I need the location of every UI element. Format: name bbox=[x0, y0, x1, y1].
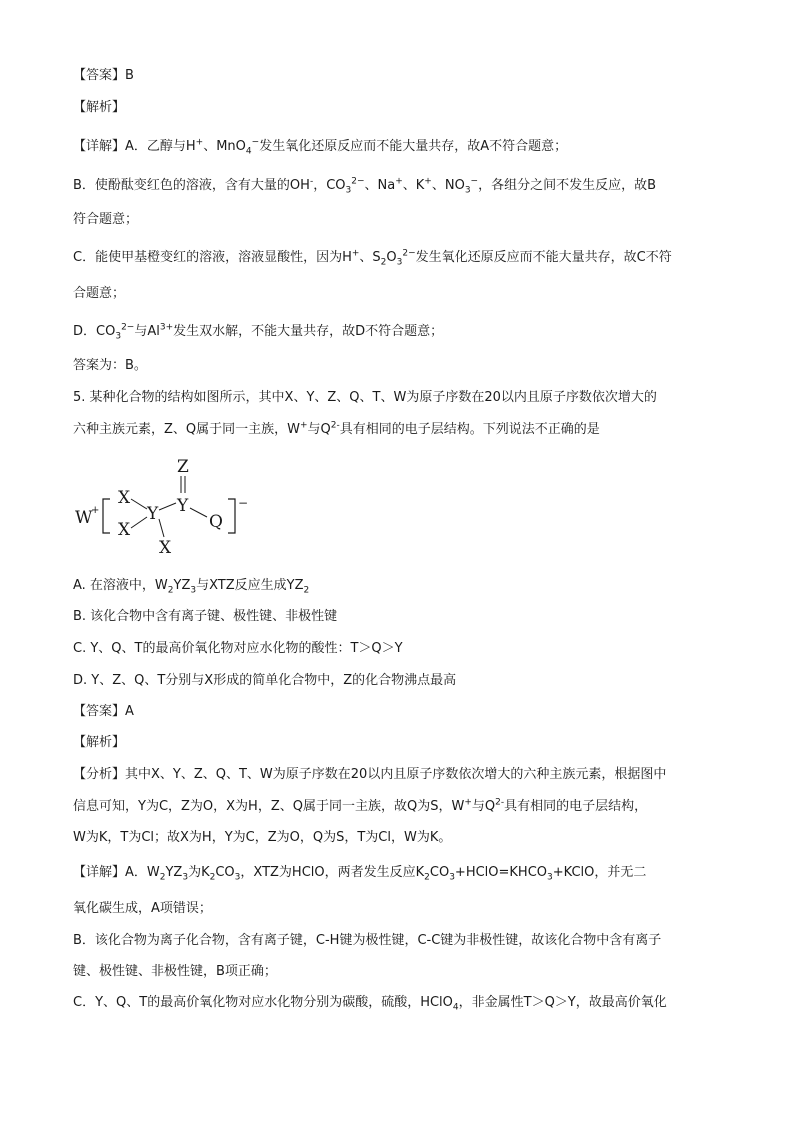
q4-detail-c-cont bbox=[73, 284, 125, 304]
text: 为K bbox=[188, 865, 210, 880]
text: 具有相同的电子层结构， bbox=[504, 799, 648, 814]
text: 与Q bbox=[307, 422, 331, 437]
q5-answer-line bbox=[73, 702, 134, 722]
text: C. Y、Q、T的最高价氧化物对应水化物的酸性：T＞Q＞Y bbox=[73, 641, 403, 656]
text: 【详解】A．乙醇与H bbox=[73, 139, 196, 154]
atom-x-top: X bbox=[118, 488, 131, 508]
bond-x-y bbox=[131, 517, 147, 528]
sup: + bbox=[395, 176, 403, 187]
sup: − bbox=[251, 137, 260, 148]
text: 六种主族元素，Z、Q属于同一主族，W bbox=[73, 422, 300, 437]
q5-analysis-line1 bbox=[73, 765, 666, 785]
sub: 4 bbox=[452, 1002, 459, 1013]
q5-stem-line2 bbox=[73, 420, 600, 440]
sub: 4 bbox=[245, 146, 252, 157]
text: A. 在溶液中，W bbox=[73, 578, 168, 593]
sup: + bbox=[424, 176, 432, 187]
text: 5. 某种化合物的结构如图所示，其中X、Y、Z、Q、T、W为原子序数在20以内且原子序数依次增大的 bbox=[73, 390, 657, 405]
sub: 2 bbox=[159, 872, 166, 883]
q4-answer-line bbox=[73, 66, 134, 86]
bond-x-y bbox=[131, 499, 147, 509]
text: 【分析】其中X、Y、Z、Q、T、W为原子序数在20以内且原子序数依次增大的六种主族元素，根据图中 bbox=[73, 767, 667, 782]
sup: + bbox=[351, 248, 360, 259]
sub: 2 bbox=[303, 585, 310, 596]
text: 发生氧化还原反应而不能大量共存，故C不符 bbox=[415, 250, 672, 265]
sup: − bbox=[470, 176, 479, 187]
atom-q: Q bbox=[209, 512, 223, 532]
q4-detail-c bbox=[73, 248, 672, 268]
text: C．能使甲基橙变红的溶液，溶液显酸性，因为H bbox=[73, 250, 352, 265]
text: 与Q bbox=[471, 799, 496, 814]
sub: 2 bbox=[167, 585, 174, 596]
q5-detail-c bbox=[73, 993, 667, 1013]
text: B. 该化合物中含有离子键、极性键、非极性键 bbox=[73, 609, 338, 624]
text: 发生双水解，不能大量共存，故D不符合题意； bbox=[173, 324, 444, 339]
bond-y-y bbox=[159, 503, 176, 510]
q4-detail-d bbox=[73, 322, 443, 342]
right-bracket bbox=[228, 499, 235, 533]
q5-option-a bbox=[73, 576, 309, 596]
left-bracket bbox=[103, 499, 110, 533]
text: +KClO，并无二 bbox=[552, 865, 647, 880]
sup: 2− bbox=[351, 176, 365, 187]
text: 合题意； bbox=[73, 286, 126, 301]
q4-analysis-heading bbox=[73, 98, 125, 118]
sub: 3 bbox=[345, 185, 352, 196]
sup: - bbox=[309, 176, 314, 187]
q4-detail-b-cont bbox=[73, 210, 138, 230]
sub: 3 bbox=[464, 185, 471, 196]
text: 、Na bbox=[364, 178, 396, 193]
answer-text: 【答案】B bbox=[73, 68, 134, 83]
text: CO bbox=[215, 865, 235, 880]
sub: 2 bbox=[424, 872, 430, 883]
anion-charge: − bbox=[238, 496, 249, 510]
q5-option-b bbox=[73, 607, 337, 627]
sup: 3+ bbox=[159, 322, 174, 333]
q5-analysis-line2 bbox=[73, 797, 647, 817]
sub: 3 bbox=[396, 257, 403, 268]
text: O bbox=[386, 250, 397, 265]
sup: 2- bbox=[330, 420, 340, 431]
sub: 3 bbox=[547, 872, 553, 883]
text: 【详解】A．W bbox=[73, 865, 160, 880]
atom-y-right: Y bbox=[177, 496, 189, 516]
text: ，XTZ为HClO，两者发生反应K bbox=[240, 865, 425, 880]
sup: 2- bbox=[495, 797, 505, 808]
answer-text: 【答案】A bbox=[73, 704, 134, 719]
sub: 2 bbox=[209, 872, 216, 883]
atom-x-under: X bbox=[159, 538, 172, 558]
text: CO bbox=[429, 865, 450, 880]
bond-y-q bbox=[190, 508, 207, 517]
structure-diagram bbox=[73, 455, 263, 560]
q5-option-c bbox=[73, 639, 403, 659]
heading-text: 【解析】 bbox=[73, 735, 126, 750]
sub: 3 bbox=[234, 872, 241, 883]
atom-x-bottom: X bbox=[118, 520, 131, 540]
text: 与Al bbox=[134, 324, 160, 339]
sup: 2− bbox=[121, 322, 135, 333]
sub: 3 bbox=[182, 872, 189, 883]
atom-y-left: Y bbox=[147, 504, 159, 524]
sub: 3 bbox=[190, 585, 197, 596]
text: B．使酚酞变红色的溶液，含有大量的OH bbox=[73, 178, 310, 193]
text: 键、极性键、非极性键，B项正确； bbox=[73, 964, 277, 979]
q5-analysis-line3 bbox=[73, 828, 451, 848]
cation-charge: + bbox=[91, 505, 100, 516]
text: ，CO bbox=[313, 178, 346, 193]
q5-detail-a bbox=[73, 863, 646, 883]
text: W为K，T为Cl；故X为H，Y为C，Z为O，Q为S，T为Cl，W为K。 bbox=[73, 830, 452, 845]
text: 与XTZ反应生成YZ bbox=[196, 578, 304, 593]
text: +HClO=KHCO bbox=[454, 865, 548, 880]
text: B．该化合物为离子化合物，含有离子键，C-H键为极性键，C-C键为非极性键，故该化合物中含有离子 bbox=[73, 933, 662, 948]
text: D．CO bbox=[73, 324, 116, 339]
sup: 2− bbox=[402, 248, 416, 259]
q4-detail-b bbox=[73, 176, 656, 196]
text: 氧化碳生成，A项错误； bbox=[73, 901, 212, 916]
heading-text: 【解析】 bbox=[73, 100, 126, 115]
text: C．Y、Q、T的最高价氧化物对应水化物分别为碳酸，硫酸，HClO bbox=[73, 995, 453, 1010]
q5-analysis-heading bbox=[73, 733, 125, 753]
text: D. Y、Z、Q、T分别与X形成的简单化合物中，Z的化合物沸点最高 bbox=[73, 673, 457, 688]
sup: + bbox=[464, 797, 472, 808]
text: 发生氧化还原反应而不能大量共存，故A不符合题意； bbox=[259, 139, 568, 154]
text: 、MnO bbox=[203, 139, 246, 154]
q5-detail-a-cont bbox=[73, 899, 212, 919]
q5-detail-b-line1 bbox=[73, 931, 661, 951]
q4-detail-a bbox=[73, 137, 567, 157]
sub: 3 bbox=[449, 872, 455, 883]
text: 信息可知，Y为C，Z为O，X为H，Z、Q属于同一主族，故Q为S，W bbox=[73, 799, 465, 814]
text: YZ bbox=[165, 865, 183, 880]
q5-stem-line1 bbox=[73, 388, 657, 408]
q5-detail-b-line2 bbox=[73, 962, 277, 982]
text: 、NO bbox=[431, 178, 465, 193]
text: 答案为：B。 bbox=[73, 358, 147, 373]
text: ，各组分之间不发生反应，故B bbox=[478, 178, 657, 193]
text: 具有相同的电子层结构。下列说法不正确的是 bbox=[339, 422, 600, 437]
text: YZ bbox=[173, 578, 191, 593]
sup: + bbox=[195, 137, 204, 148]
sup: + bbox=[300, 420, 308, 431]
text: 符合题意； bbox=[73, 212, 139, 227]
q4-conclusion bbox=[73, 356, 147, 376]
cation-w: W bbox=[75, 508, 93, 528]
text: 、S bbox=[359, 250, 381, 265]
bond-y-x bbox=[159, 519, 164, 537]
atom-z: Z bbox=[177, 457, 189, 477]
text: 、K bbox=[402, 178, 425, 193]
q5-option-d bbox=[73, 671, 456, 691]
sub: 3 bbox=[115, 331, 122, 342]
sub: 2 bbox=[380, 257, 387, 268]
text: ，非金属性T＞Q＞Y，故最高价氧化 bbox=[458, 995, 667, 1010]
